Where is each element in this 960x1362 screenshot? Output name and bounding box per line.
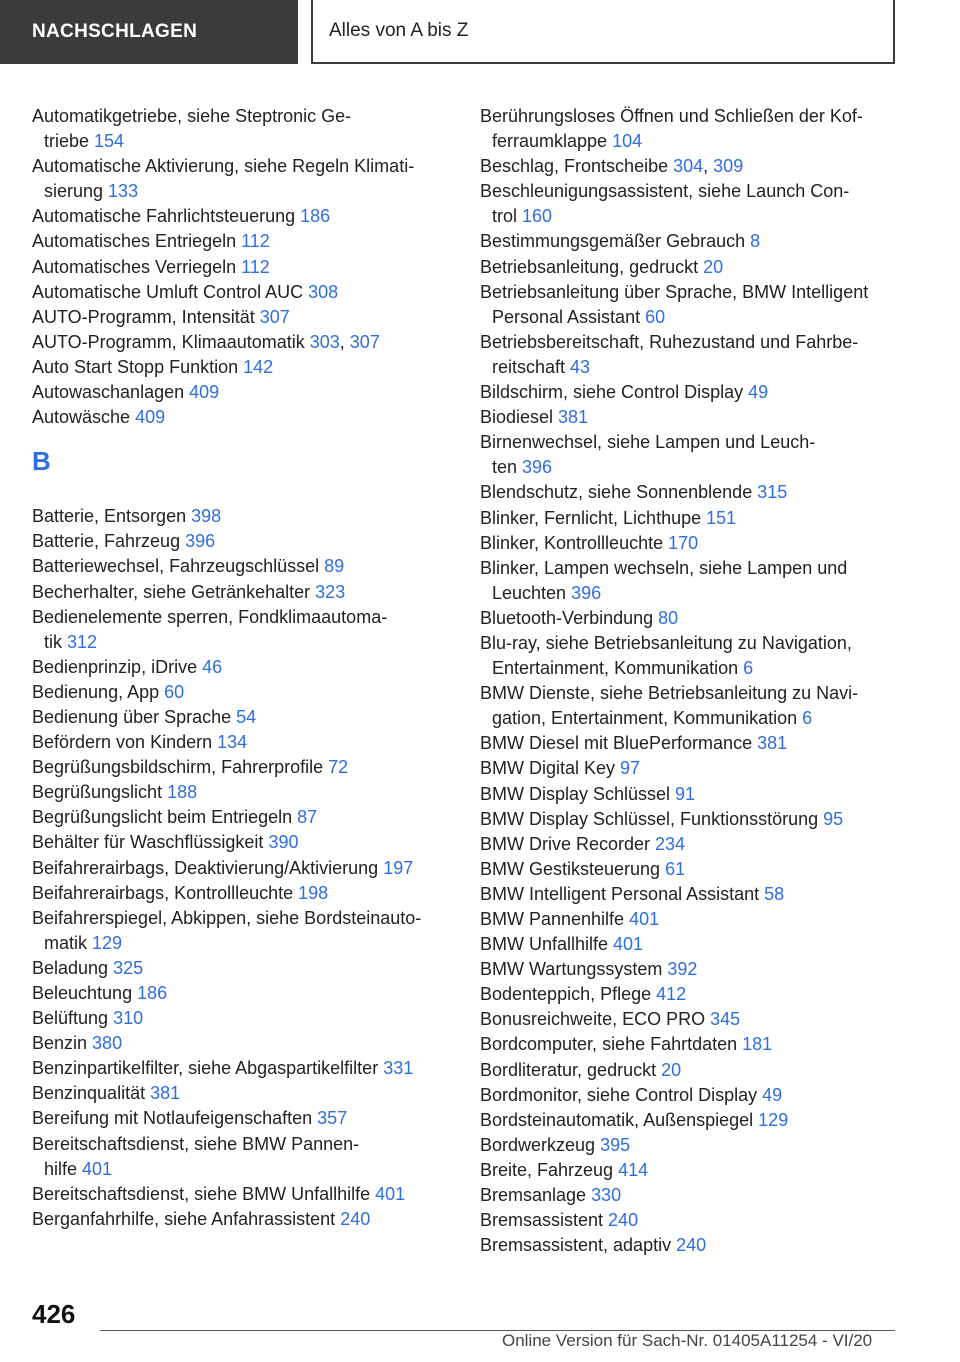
index-entry-term: ten [492, 457, 523, 478]
index-entry [32, 906, 452, 956]
index-entry-term: tik [44, 631, 68, 652]
page-reference-link[interactable]: 186 [300, 206, 331, 227]
page-header [0, 0, 960, 68]
index-entry [32, 805, 452, 830]
page-reference-link[interactable]: 345 [710, 1009, 741, 1030]
index-entry: AUTO-Programm, Klimaautomatik 303, 307 [32, 331, 380, 352]
index-entry-term: AUTO-Programm, Klimaautomatik [32, 331, 310, 352]
index-entry-term: Bedienprinzip, iDrive [32, 656, 203, 677]
index-group-a [32, 104, 452, 430]
index-entry-term: BMW Gestiksteuerung [480, 858, 666, 879]
index-entry-term: matik [44, 932, 93, 953]
page-reference-link[interactable]: 133 [108, 181, 139, 202]
page-reference-link[interactable]: 170 [668, 532, 699, 553]
page-reference-link[interactable]: 312 [67, 631, 98, 652]
page-reference-link[interactable]: 112 [241, 231, 270, 252]
index-entry-term: Bordsteinautomatik, Außenspiegel [480, 1109, 759, 1130]
page-number: 426 [32, 1299, 76, 1329]
page-reference-link[interactable]: 381 [757, 733, 788, 754]
page-reference-link[interactable]: 97 [620, 758, 641, 779]
index-entry [480, 731, 900, 756]
index-entry [32, 881, 452, 906]
index-entry-term: Automatische Fahrlichtsteuerung [32, 206, 301, 227]
page-reference-link[interactable]: 414 [618, 1159, 649, 1180]
index-entry [32, 755, 452, 780]
page-reference-link[interactable]: 303 [309, 331, 340, 352]
index-entry [32, 1006, 452, 1031]
index-entry-term: Beifahrerairbags, Kontrollleuchte [32, 882, 299, 903]
page-reference-link[interactable]: 240 [340, 1208, 371, 1229]
index-entry [32, 830, 452, 855]
index-entry-term: Batterie, Fahrzeug [32, 531, 186, 552]
index-entry-term: Benzinpartikelfilter, siehe Abgaspartikelfilter [32, 1058, 384, 1079]
index-entry-term: Personal Assistant [492, 306, 646, 327]
index-entry [480, 1133, 900, 1158]
index-entry-term: Automatisches Verriegeln [32, 256, 242, 277]
index-entry [32, 204, 452, 229]
index-entry-term: Auto Start Stopp Funktion [32, 356, 244, 377]
page-reference-link[interactable]: 331 [383, 1058, 414, 1079]
index-entry-term: Bremsassistent [480, 1210, 609, 1231]
index-entry-term: Bremsassistent, adaptiv [480, 1235, 677, 1256]
page-reference-link[interactable]: 401 [82, 1158, 113, 1179]
index-entry-term: Behälter für Waschflüssigkeit [32, 832, 269, 853]
page-reference-link[interactable]: 395 [600, 1134, 631, 1155]
page-reference-link[interactable]: 104 [612, 131, 643, 152]
index-entry [480, 907, 900, 932]
index-entry-term: triebe [44, 131, 95, 152]
index-entry-term: Becherhalter, siehe Getränkehalter [32, 581, 316, 602]
index-entry-term: Beladung [32, 957, 114, 978]
page-reference-link[interactable]: 381 [150, 1083, 181, 1104]
page-reference-link[interactable]: 396 [571, 582, 602, 603]
index-entry [480, 531, 900, 556]
index-entry [32, 154, 452, 204]
index-entry [480, 280, 900, 330]
index-entry [32, 1207, 452, 1232]
index-entry [32, 655, 452, 680]
index-entry [32, 405, 452, 430]
index-entry-term: Biodiesel [480, 407, 559, 428]
index-entry-term: gation, Entertainment, Kommunikation [492, 708, 803, 729]
page-reference-link[interactable]: 396 [522, 457, 553, 478]
page-reference-link[interactable]: 392 [667, 959, 698, 980]
index-entry-term: Begrüßungslicht beim Entriegeln [32, 807, 298, 828]
index-entry [480, 1233, 900, 1258]
index-entry [480, 380, 900, 405]
index-entry-term: Betriebsbereitschaft, Ruhezustand und Fahrbe- [480, 331, 859, 352]
page-reference-link[interactable]: 412 [656, 984, 687, 1005]
index-entry-term: Automatikgetriebe, siehe Steptronic Ge- [32, 106, 352, 126]
page-reference-link[interactable]: 310 [113, 1008, 144, 1029]
index-entry-term: Blendschutz, siehe Sonnenblende [480, 482, 758, 503]
index-entry [480, 1058, 900, 1083]
index-entry-term: AUTO-Programm, Intensität [32, 306, 260, 327]
page-reference-link[interactable]: 240 [676, 1235, 707, 1256]
index-entry [480, 1032, 900, 1057]
index-entry-term: Bremsanlage [480, 1185, 592, 1206]
index-entry [32, 1081, 452, 1106]
page-reference-link[interactable]: 46 [202, 656, 223, 677]
index-entry-term: Blinker, Fernlicht, Lichthupe [480, 507, 707, 528]
page-reference-link[interactable]: 307 [349, 331, 380, 352]
index-entry-term: Beifahrerairbags, Deaktivierung/Aktivierung [32, 857, 384, 878]
chapter-title: Alles von A bis Z [311, 0, 895, 64]
page-reference-link[interactable]: 60 [164, 681, 185, 702]
page-reference-link[interactable]: 234 [655, 833, 686, 854]
index-entry-term: Bereifung mit Notlaufeigenschaften [32, 1108, 318, 1129]
index-entry-term: Blinker, Lampen wechseln, siehe Lampen und [480, 557, 848, 578]
index-entry-term: Batterie, Entsorgen [32, 506, 192, 527]
index-entry-term: Bereitschaftsdienst, siehe BMW Pannen- [32, 1133, 360, 1154]
index-entry-term: Bedienelemente sperren, Fondklimaautoma- [32, 606, 388, 627]
page-reference-link[interactable]: 409 [135, 407, 166, 428]
index-entry [480, 782, 900, 807]
index-entry-term: BMW Wartungssystem [480, 959, 668, 980]
index-entry [32, 355, 452, 380]
page-reference-link[interactable]: 307 [259, 306, 290, 327]
page-reference-link[interactable]: 401 [375, 1183, 406, 1204]
index-entry-term: ferraumklappe [492, 131, 613, 152]
index-entry [32, 305, 452, 330]
index-entry-term: BMW Drive Recorder [480, 833, 656, 854]
index-entry-term: BMW Dienste, siehe Betriebsanleitung zu Navi- [480, 683, 859, 704]
index-entry [480, 857, 900, 882]
section-tab: NACHSCHLAGEN [0, 0, 298, 64]
index-entry-term: BMW Display Schlüssel [480, 783, 676, 804]
index-entry-term: Automatische Aktivierung, siehe Regeln Klimati- [32, 156, 415, 177]
index-entry-term: Bluetooth-Verbindung [480, 607, 659, 628]
index-entry-term: BMW Diesel mit BluePerformance [480, 733, 758, 754]
index-entry [32, 856, 452, 881]
index-entry-term: Betriebsanleitung, gedruckt [480, 256, 704, 277]
index-entry-term: Begrüßungsbildschirm, Fahrerprofile [32, 757, 329, 778]
page-reference-link[interactable]: 186 [137, 983, 168, 1003]
index-entry [480, 681, 900, 731]
index-entry-term: Benzin [32, 1033, 93, 1054]
footer-version-text: Online Version für Sach-Nr. 01405A11254 - VI/20 [502, 1331, 873, 1350]
page-reference-link[interactable]: 134 [217, 732, 248, 753]
index-entry [480, 430, 900, 480]
page-reference-link[interactable]: 380 [92, 1033, 123, 1054]
index-entry [32, 380, 452, 405]
index-entry [480, 1158, 900, 1183]
index-entry-term: Bordcomputer, siehe Fahrtdaten [480, 1034, 743, 1055]
page-reference-link[interactable]: 49 [748, 382, 769, 403]
index-entry-term: Beschlag, Frontscheibe [480, 156, 674, 177]
page-reference-link[interactable]: 409 [189, 382, 220, 403]
page-reference-link[interactable]: 308 [308, 281, 339, 302]
page-reference-link[interactable]: 197 [383, 857, 414, 878]
index-column-left [32, 104, 452, 1232]
page-reference-link[interactable]: 6 [743, 658, 754, 679]
page-reference-link[interactable]: 91 [675, 783, 696, 804]
page-reference-link[interactable]: 72 [328, 757, 349, 778]
page-reference-link[interactable]: 20 [703, 256, 724, 277]
index-entry-term: Beleuchtung [32, 983, 138, 1003]
page-reference-link[interactable]: 401 [613, 934, 644, 955]
page-reference-link[interactable]: 112 [241, 256, 270, 277]
index-entry-term: BMW Pannenhilfe [480, 909, 630, 929]
page-reference-link[interactable]: 325 [113, 957, 144, 978]
index-entry-term: Beifahrerspiegel, Abkippen, siehe Bordsteinauto- [32, 907, 422, 928]
index-entry [480, 480, 900, 505]
index-entry-term: Bedienung, App [32, 681, 165, 702]
index-entry-term: Autowaschanlagen [32, 382, 190, 403]
index-entry [480, 229, 900, 254]
index-entry-term: Automatische Umluft Control AUC [32, 281, 309, 302]
page-reference-link[interactable]: 160 [522, 206, 553, 227]
page-reference-link[interactable]: 396 [185, 531, 216, 552]
page-reference-link[interactable]: 20 [661, 1059, 682, 1080]
index-entry-term: Blu-ray, siehe Betriebsanleitung zu Navigation, [480, 632, 852, 653]
index-entry [480, 807, 900, 832]
index-entry [32, 1182, 452, 1207]
page-reference-link[interactable]: 95 [823, 808, 844, 829]
index-entry-term: Breite, Fahrzeug [480, 1159, 619, 1180]
index-entry-term: Autowäsche [32, 407, 136, 428]
index-entry-term: Begrüßungslicht [32, 782, 168, 803]
index-entry-term: Bedienung über Sprache [32, 706, 237, 727]
page-reference-link[interactable]: 198 [298, 882, 329, 903]
page-reference-link[interactable]: 309 [713, 156, 744, 177]
index-entry [480, 832, 900, 857]
index-entry [480, 506, 900, 531]
index-entry [32, 780, 452, 805]
index-entry [480, 179, 900, 229]
index-entry [32, 981, 452, 1006]
index-entry-term: reitschaft [492, 356, 571, 377]
index-entry-term: Batteriewechsel, Fahrzeugschlüssel [32, 556, 325, 577]
page-reference-link[interactable]: 89 [324, 556, 345, 577]
index-entry [480, 756, 900, 781]
page-reference-link[interactable]: 49 [762, 1084, 783, 1105]
index-column-right [480, 104, 900, 1258]
page-reference-link[interactable]: 390 [268, 832, 299, 853]
page-reference-link[interactable]: 401 [629, 909, 660, 929]
index-entry-term: BMW Unfallhilfe [480, 934, 614, 955]
index-entry-term: Bildschirm, siehe Control Display [480, 382, 749, 403]
index-entry-term: Berganfahrhilfe, siehe Anfahrassistent [32, 1208, 341, 1229]
page-reference-link[interactable]: 129 [92, 932, 123, 953]
index-entry [480, 104, 900, 154]
index-entry [480, 1083, 900, 1108]
index-entry [32, 504, 452, 529]
page-reference-link[interactable]: 357 [317, 1108, 348, 1129]
index-entry [32, 580, 452, 605]
index-entry [480, 556, 900, 606]
page-reference-link[interactable]: 60 [645, 306, 666, 327]
index-entry [32, 730, 452, 755]
index-entry-term: Bordmonitor, siehe Control Display [480, 1084, 763, 1105]
index-entry [480, 1208, 900, 1233]
page-reference-link[interactable]: 398 [191, 506, 222, 527]
index-entry-term: Bonusreichweite, ECO PRO [480, 1009, 711, 1030]
page-reference-link[interactable]: 315 [757, 482, 788, 503]
index-entry-term: Bereitschaftsdienst, siehe BMW Unfallhilfe [32, 1183, 376, 1204]
index-entry [32, 529, 452, 554]
index-entry-term: sierung [44, 181, 109, 202]
index-entry-term: Belüftung [32, 1008, 114, 1029]
page-reference-link[interactable]: 6 [802, 708, 813, 729]
index-entry-term: Bordliteratur, gedruckt [480, 1059, 662, 1080]
page-reference-link[interactable]: 58 [764, 883, 785, 904]
index-entry [480, 1183, 900, 1208]
index-entry-term: Leuchten [492, 582, 572, 603]
index-entry-term: Befördern von Kindern [32, 732, 218, 753]
index-group-b-continued [480, 104, 900, 1258]
index-entry [32, 1106, 452, 1131]
index-entry [480, 631, 900, 681]
index-entry [480, 330, 900, 380]
index-entry-term: Beschleunigungsassistent, siehe Launch Con- [480, 181, 850, 202]
index-entry [480, 255, 900, 280]
index-entry [32, 705, 452, 730]
index-entry [480, 932, 900, 957]
page-reference-link[interactable]: 61 [665, 858, 686, 879]
index-entry-term: Berührungsloses Öffnen und Schließen der Kof- [480, 106, 863, 126]
index-entry-term: Entertainment, Kommunikation [492, 658, 744, 679]
index-entry [32, 605, 452, 655]
index-letter-heading: B [32, 446, 51, 477]
index-entry [32, 1056, 452, 1081]
page-reference-link[interactable]: 129 [758, 1109, 789, 1130]
page-reference-link[interactable]: 323 [315, 581, 346, 602]
index-entry [32, 680, 452, 705]
index-entry-term: Bestimmungsgemäßer Gebrauch [480, 231, 751, 252]
index-entry: Beschlag, Frontscheibe 304, 309 [480, 156, 744, 177]
index-entry [480, 882, 900, 907]
index-entry [480, 982, 900, 1007]
index-entry [480, 1108, 900, 1133]
index-entry [32, 1132, 452, 1182]
index-entry-term: trol [492, 206, 523, 227]
index-entry [32, 255, 452, 280]
index-entry-term: Birnenwechsel, siehe Lampen und Leuch- [480, 432, 816, 453]
index-group-b [32, 504, 452, 1232]
page-reference-link[interactable]: 87 [297, 807, 318, 828]
page-reference-link[interactable]: 43 [570, 356, 591, 377]
index-entry [32, 554, 452, 579]
page-reference-link[interactable]: 240 [608, 1210, 639, 1231]
index-entry [32, 104, 452, 154]
page-reference-link[interactable]: 188 [167, 782, 198, 803]
page-reference-link[interactable]: 154 [94, 131, 125, 152]
index-entry-term: Automatisches Entriegeln [32, 231, 242, 252]
index-entry [480, 957, 900, 982]
index-entry [480, 606, 900, 631]
index-entry-term: hilfe [44, 1158, 83, 1179]
index-entry [480, 405, 900, 430]
page-reference-link[interactable]: 330 [591, 1185, 622, 1206]
index-entry-term: BMW Digital Key [480, 758, 621, 779]
page-reference-link[interactable]: 381 [558, 407, 589, 428]
index-entry-term: Betriebsanleitung über Sprache, BMW Intelligent [480, 281, 869, 302]
index-entry-term: Bordwerkzeug [480, 1134, 601, 1155]
index-entry [32, 1031, 452, 1056]
index-entry-term: Bodenteppich, Pflege [480, 984, 657, 1005]
index-entry-term: BMW Intelligent Personal Assistant [480, 883, 765, 904]
page-reference-link[interactable]: 54 [236, 706, 257, 727]
index-entry [32, 280, 452, 305]
page-reference-link[interactable]: 8 [750, 231, 761, 252]
index-entry-term: BMW Display Schlüssel, Funktionsstörung [480, 808, 824, 829]
index-entry [32, 956, 452, 981]
index-entry [480, 1007, 900, 1032]
index-entry-term: Blinker, Kontrollleuchte [480, 532, 669, 553]
page-reference-link[interactable]: 80 [658, 607, 679, 628]
page-reference-link[interactable]: 304 [673, 156, 704, 177]
page-reference-link[interactable]: 142 [243, 356, 274, 377]
page-reference-link[interactable]: 181 [742, 1034, 773, 1055]
index-entry-term: Benzinqualität [32, 1083, 151, 1104]
page-reference-link[interactable]: 151 [706, 507, 737, 528]
index-entry [32, 229, 452, 254]
